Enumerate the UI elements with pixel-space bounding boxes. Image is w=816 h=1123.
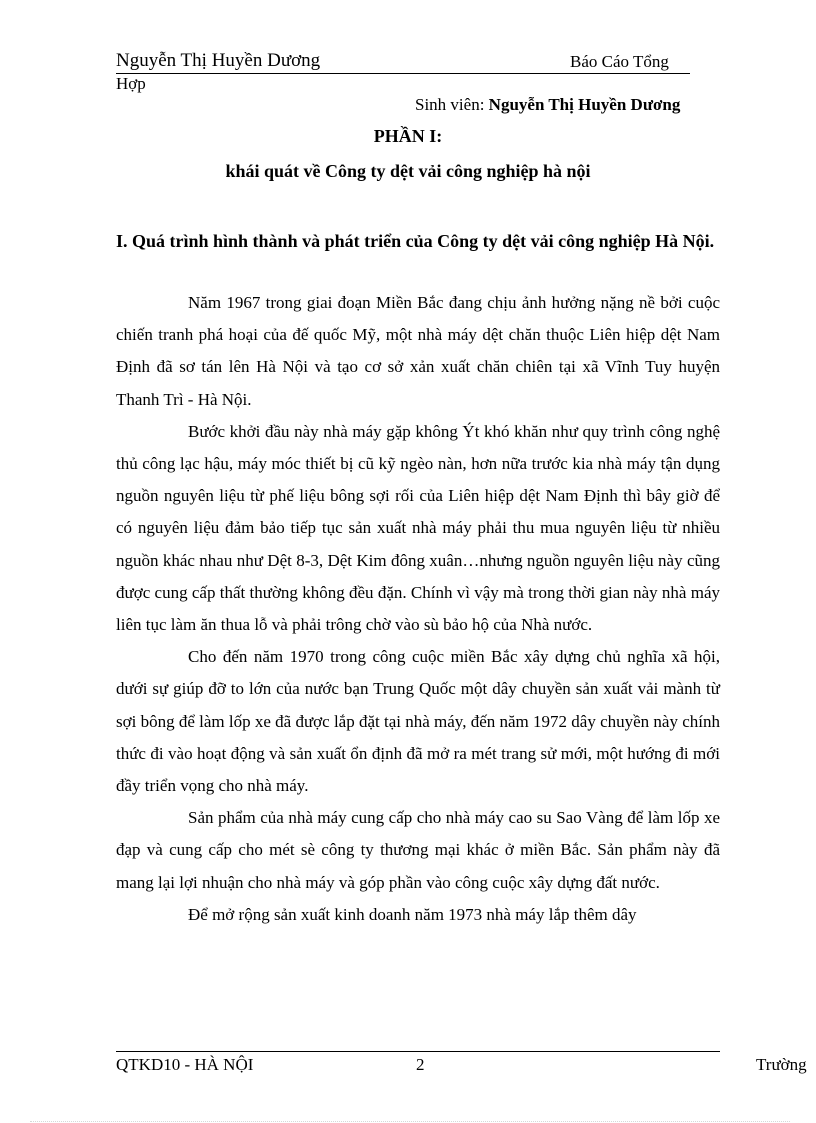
paragraph: Cho đến năm 1970 trong công cuộc miền Bắc xây dựng chủ nghĩa xã hội, dưới sự giúp đỡ to lớn của nước bạn Trung Quốc một dây chuyền sản xuất vải mành từ sợi bông để làm lốp xe đã được lắp đặt tại nhà máy, đến năm 1972 dây chuyền này chính thức đi vào hoạt động và sản xuất ổn định đã mở ra mét trang sử mới, một hướng đi mới đầy triển vọng cho nhà máy.	[116, 647, 720, 796]
part-title: PHẦN I:	[373, 126, 443, 146]
chapter-subtitle: khái quát về Công ty dệt vải công nghiệp hà nội	[225, 161, 591, 181]
footer-class: QTKD10 - HÀ NỘI	[116, 1055, 254, 1074]
page-number: 2	[416, 1055, 425, 1074]
student-line	[415, 95, 680, 115]
student-name: Nguyễn Thị Huyền Dương	[488, 95, 681, 114]
footer-divider	[116, 1051, 720, 1052]
header-author: Nguyễn Thị Huyền Dương	[116, 50, 321, 71]
student-label: Sinh viên:	[415, 95, 485, 114]
paragraph: Năm 1967 trong giai đoạn Miền Bắc đang chịu ảnh hưởng nặng nề bởi cuộc chiến tranh phá hoại của đế quốc Mỹ, một nhà máy dệt chăn thuộc Liên hiệp dệt Nam Định đã sơ tán lên Hà Nội và tạo cơ sở xản xuất chăn chiên tại xã Vĩnh Tuy huyện Thanh Trì - Hà Nội.	[116, 293, 720, 409]
header-report-title-wrap: Hợp	[116, 74, 146, 93]
header-report-title: Báo Cáo Tổng	[570, 52, 669, 71]
footer-school: Trường	[756, 1055, 807, 1074]
body-text	[116, 287, 720, 931]
section-heading: I. Quá trình hình thành và phát triển của Công ty dệt vải công nghiệp Hà Nội.	[116, 231, 715, 251]
page-header	[116, 50, 690, 74]
page-break-line	[30, 1121, 790, 1122]
paragraph: Để mở rộng sản xuất kinh doanh năm 1973 nhà máy lắp thêm dây	[188, 904, 637, 924]
paragraph: Bước khởi đầu này nhà máy gặp không Ýt khó khăn như quy trình công nghệ thủ công lạc hậu, máy móc thiết bị cũ kỹ ngèo nàn, hơn nữa trước kia nhà máy tận dụng nguồn nguyên liệu từ phế liệu bông sợi rối của Liên hiệp dệt Nam Định thì bây giờ để có nguyên liệu đảm bảo tiếp tục sản xuất nhà máy phải thu mua nguyên liệu từ nhiều nguồn khác nhau như Dệt 8-3, Dệt Kim đông xuân…nhưng nguồn nguyên liệu này cũng được cung cấp thất thường không đều đặn. Chính vì vậy mà trong thời gian này nhà máy liên tục làm ăn thua lỗ và phải trông chờ vào sù bảo hộ của Nhà nước.	[116, 421, 720, 635]
paragraph: Sản phẩm của nhà máy cung cấp cho nhà máy cao su Sao Vàng để làm lốp xe đạp và cung cấp cho mét sè công ty thương mại khác ở miền Bắc. Sản phẩm này đã mang lại lợi nhuận cho nhà máy và góp phần vào công cuộc xây dựng đất nước.	[116, 808, 720, 892]
